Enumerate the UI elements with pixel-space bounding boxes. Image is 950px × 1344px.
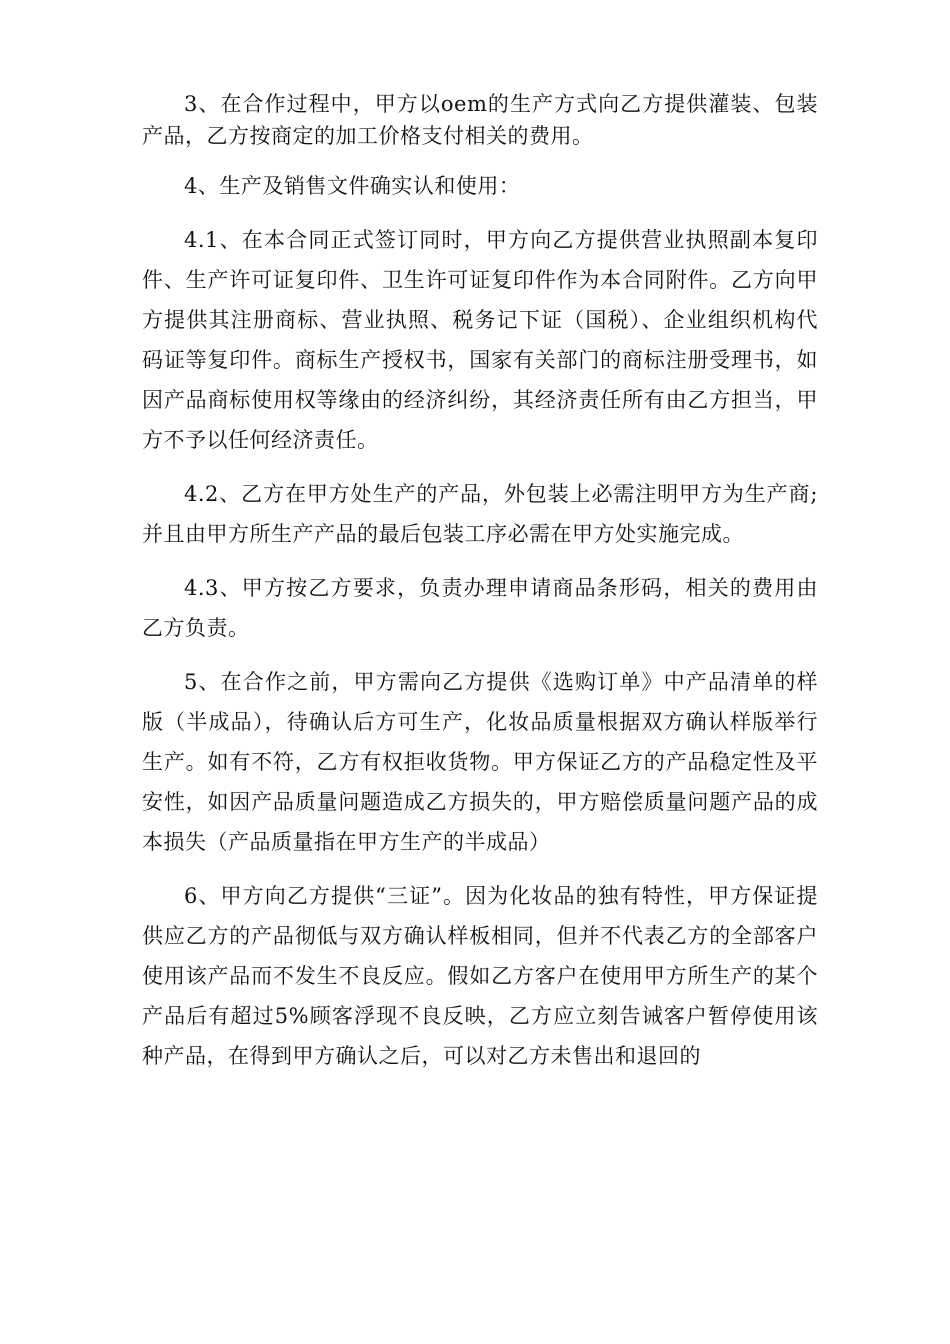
paragraph-clause-4-1: 4.1、在本合同正式签订同时，甲方向乙方提供营业执照副本复印件、生产许可证复印件、卫生许可证复印件作为本合同附件。乙方向甲方提供其注册商标、营业执照、税务记下证（国税）、企业组织机构代码证等复印件。商标生产授权书，国家有关部门的商标注册受理书，如因产品商标使用权等缘由的经济纠纷，其经济责任所有由乙方担当，甲方不予以任何经济责任。 (142, 228, 818, 452)
paragraph-clause-4-3: 4.3、甲方按乙方要求，负责办理申请商品条形码，相关的费用由乙方负责。 (142, 576, 818, 640)
paragraph-clause-4: 4、生产及销售文件确实认和使用： (184, 174, 521, 198)
paragraph-clause-5: 5、在合作之前，甲方需向乙方提供《选购订单》中产品清单的样版（半成品），待确认后方可生产，化妆品质量根据双方确认样版举行生产。如有不符，乙方有权拒收货物。甲方保证乙方的产品稳定性及平安性，如因产品质量问题造成乙方损失的，甲方赔偿质量问题产品的成本损失（产品质量指在甲方生产的半成品） (142, 670, 818, 854)
paragraph-clause-4-2: 4.2、乙方在甲方处生产的产品，外包装上必需注明甲方为生产商;并且由甲方所生产产品的最后包装工序必需在甲方处实施完成。 (142, 482, 818, 546)
document-page (142, 88, 818, 1076)
paragraph-clause-3: 3、在合作过程中，甲方以oem的生产方式向乙方提供灌装、包装产品，乙方按商定的加工价格支付相关的费用。 (142, 92, 818, 148)
paragraph-clause-6: 6、甲方向乙方提供“三证”。因为化妆品的独有特性，甲方保证提供应乙方的产品彻低与双方确认样板相同，但并不代表乙方的全部客户使用该产品而不发生不良反应。假如乙方客户在使用甲方所生产的某个产品后有超过5%顾客浮现不良反映，乙方应立刻告诫客户暂停使用该种产品，在得到甲方确认之后，可以对乙方未售出和退回的 (142, 884, 818, 1068)
